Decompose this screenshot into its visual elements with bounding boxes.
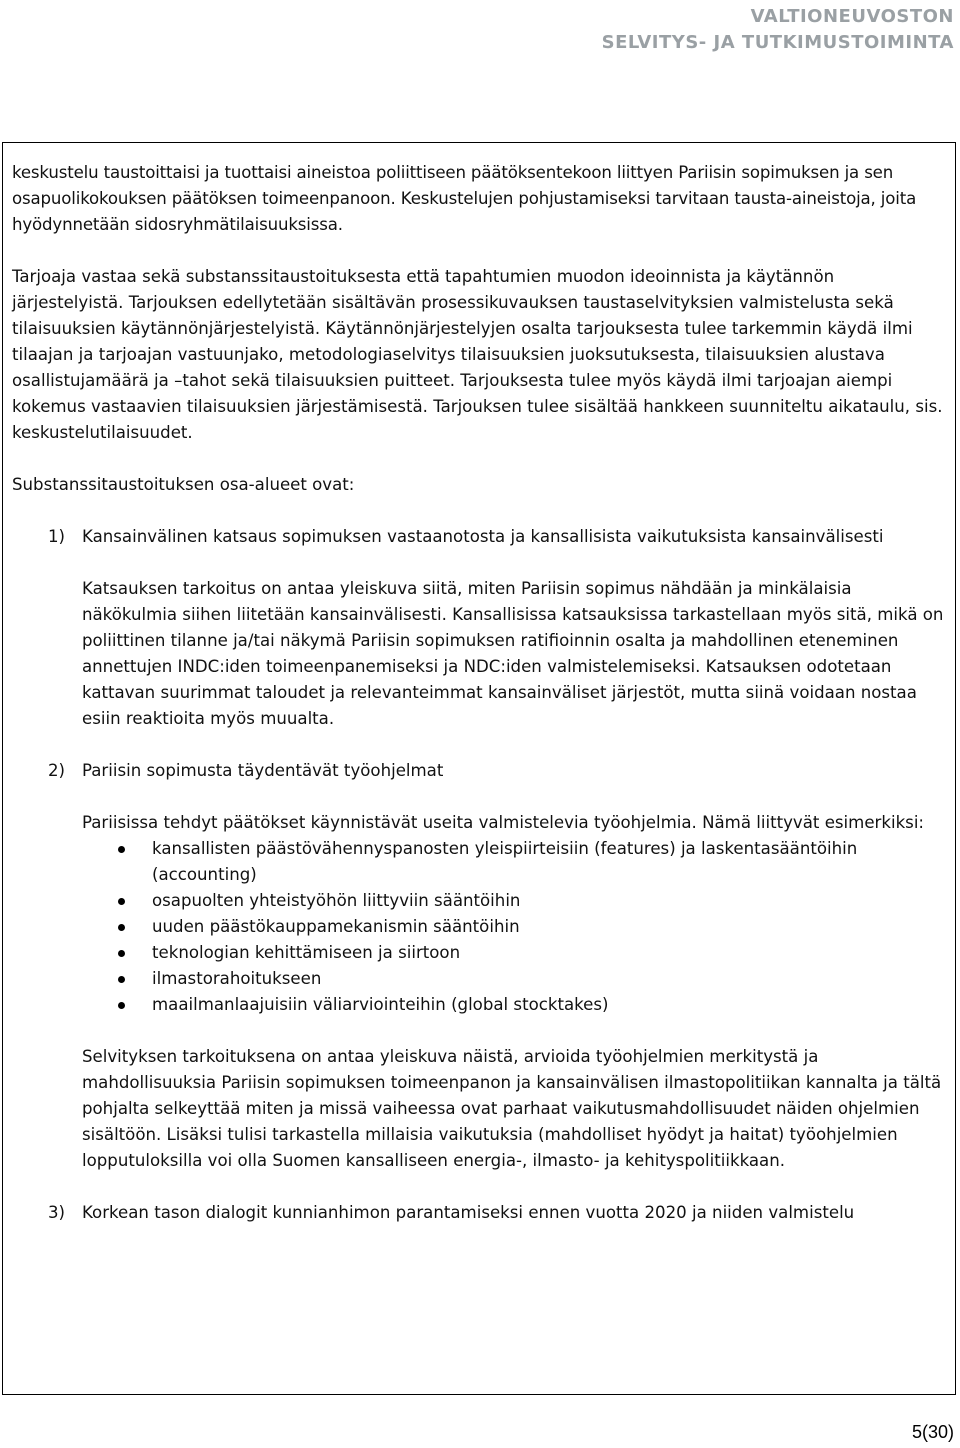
list-item: maailmanlaajuisiin väliarviointeihin (global stocktakes) <box>82 992 947 1018</box>
section-2-bullet-list <box>12 836 947 1018</box>
section-1-title: Kansainvälinen katsaus sopimuksen vastaanotosta ja kansallisista vaikutuksista kansainvälisesti <box>82 527 884 546</box>
section-2-intro: Pariisissa tehdyt päätökset käynnistävät useita valmistelevia työohjelmia. Nämä liittyvät esimerkiksi: <box>82 813 925 832</box>
page-header <box>602 4 954 56</box>
section-3 <box>12 1200 947 1226</box>
list-item: osapuolten yhteistyöhön liittyviin sääntöihin <box>82 888 947 914</box>
section-1-number: 1) <box>48 527 66 546</box>
section-3-number: 3) <box>48 1203 66 1222</box>
list-item: kansallisten päästövähennyspanosten yleispiirteisiin (features) ja laskentasääntöihin (accounting) <box>82 836 947 888</box>
section-2 <box>12 758 947 784</box>
section-2-body: Selvityksen tarkoituksena on antaa yleiskuva näistä, arvioida työohjelmien merkitystä ja mahdollisuuksia Pariisin sopimuksen toimeenpanon ja kansainvälisen ilmastopolitiikan kannalta ja tältä pohjalta selkeyttää miten ja missä vaiheessa ovat parhaat vaikutusmahdollisuudet näiden ohjelmien sisältöön. Lisäksi tulisi tarkastella millaisia vaikutuksia (mahdolliset hyödyt ja haitat) työohjelmien lopputuloksilla voi olla Suomen kansalliseen energia-, ilmasto- ja kehityspolitiikkaan. <box>82 1047 942 1170</box>
list-item: teknologian kehittämiseen ja siirtoon <box>82 940 947 966</box>
section-2-number: 2) <box>48 761 66 780</box>
section-3-title: Korkean tason dialogit kunnianhimon parantamiseksi ennen vuotta 2020 ja niiden valmistelu <box>82 1203 855 1222</box>
list-item: uuden päästökauppamekanismin sääntöihin <box>82 914 947 940</box>
header-org-line2: SELVITYS- JA TUTKIMUSTOIMINTA <box>601 32 954 53</box>
paragraph-organizer: Tarjoaja vastaa sekä substanssitaustoituksesta että tapahtumien muodon ideoinnista ja käytännön järjestelyistä. Tarjouksen edellytetään sisältävän prosessikuvauksen taustaselvityksien valmistelusta sekä tilaisuuksien käytännönjärjestelyistä. Käytännönjärjestelyjen osalta tarjouksesta tulee tarkemmin käydä ilmi tilaajan ja tarjoajan vastuunjako, metodologiaselvitys tilaisuuksien juoksutuksesta, tilaisuuksien alustava osallistujamäärä ja –tahot sekä tilaisuuksien puitteet. Tarjouksesta tulee myös käydä ilmi tarjoajan aiempi kokemus vastaavien tilaisuuksien järjestämisestä. Tarjouksen tulee sisältää hankkeen suunniteltu aikataulu, sis. keskustelutilaisuudet. <box>12 267 943 442</box>
section-1-body: Katsauksen tarkoitus on antaa yleiskuva siitä, miten Pariisin sopimus nähdään ja minkälaisia näkökulmia siihen liitetään kansainvälisesti. Kansallisissa katsauksissa tarkastellaan myös sitä, mikä on poliittinen tilanne ja/tai näkymä Pariisin sopimuksen ratifioinnin osalta ja mahdollinen eteneminen annettujen INDC:iden toimeenpanemiseksi ja NDC:iden valmistelemiseksi. Katsauksen odotetaan kattavan suurimmat taloudet ja relevanteimmat kansainväliset järjestöt, mutta siinä voidaan nostaa esiin reaktioita myös muualta. <box>82 579 944 728</box>
list-item: ilmastorahoitukseen <box>82 966 947 992</box>
document-body <box>12 160 947 1226</box>
paragraph-intro: keskustelu taustoittaisi ja tuottaisi aineistoa poliittiseen päätöksentekoon liittyen Pariisin sopimuksen ja sen osapuolikokouksen päätöksen toimeenpanoon. Keskustelujen pohjustamiseksi tarvitaan tausta-aineistoja, joita hyödynnetään sidosryhmätilaisuuksissa. <box>12 163 917 234</box>
section-2-title: Pariisin sopimusta täydentävät työohjelmat <box>82 761 444 780</box>
header-org-line1: VALTIONEUVOSTON <box>750 6 954 27</box>
section-1 <box>12 524 947 550</box>
page-number: 5(30) <box>911 1422 954 1442</box>
paragraph-subareas-heading: Substanssitaustoituksen osa-alueet ovat: <box>12 475 355 494</box>
